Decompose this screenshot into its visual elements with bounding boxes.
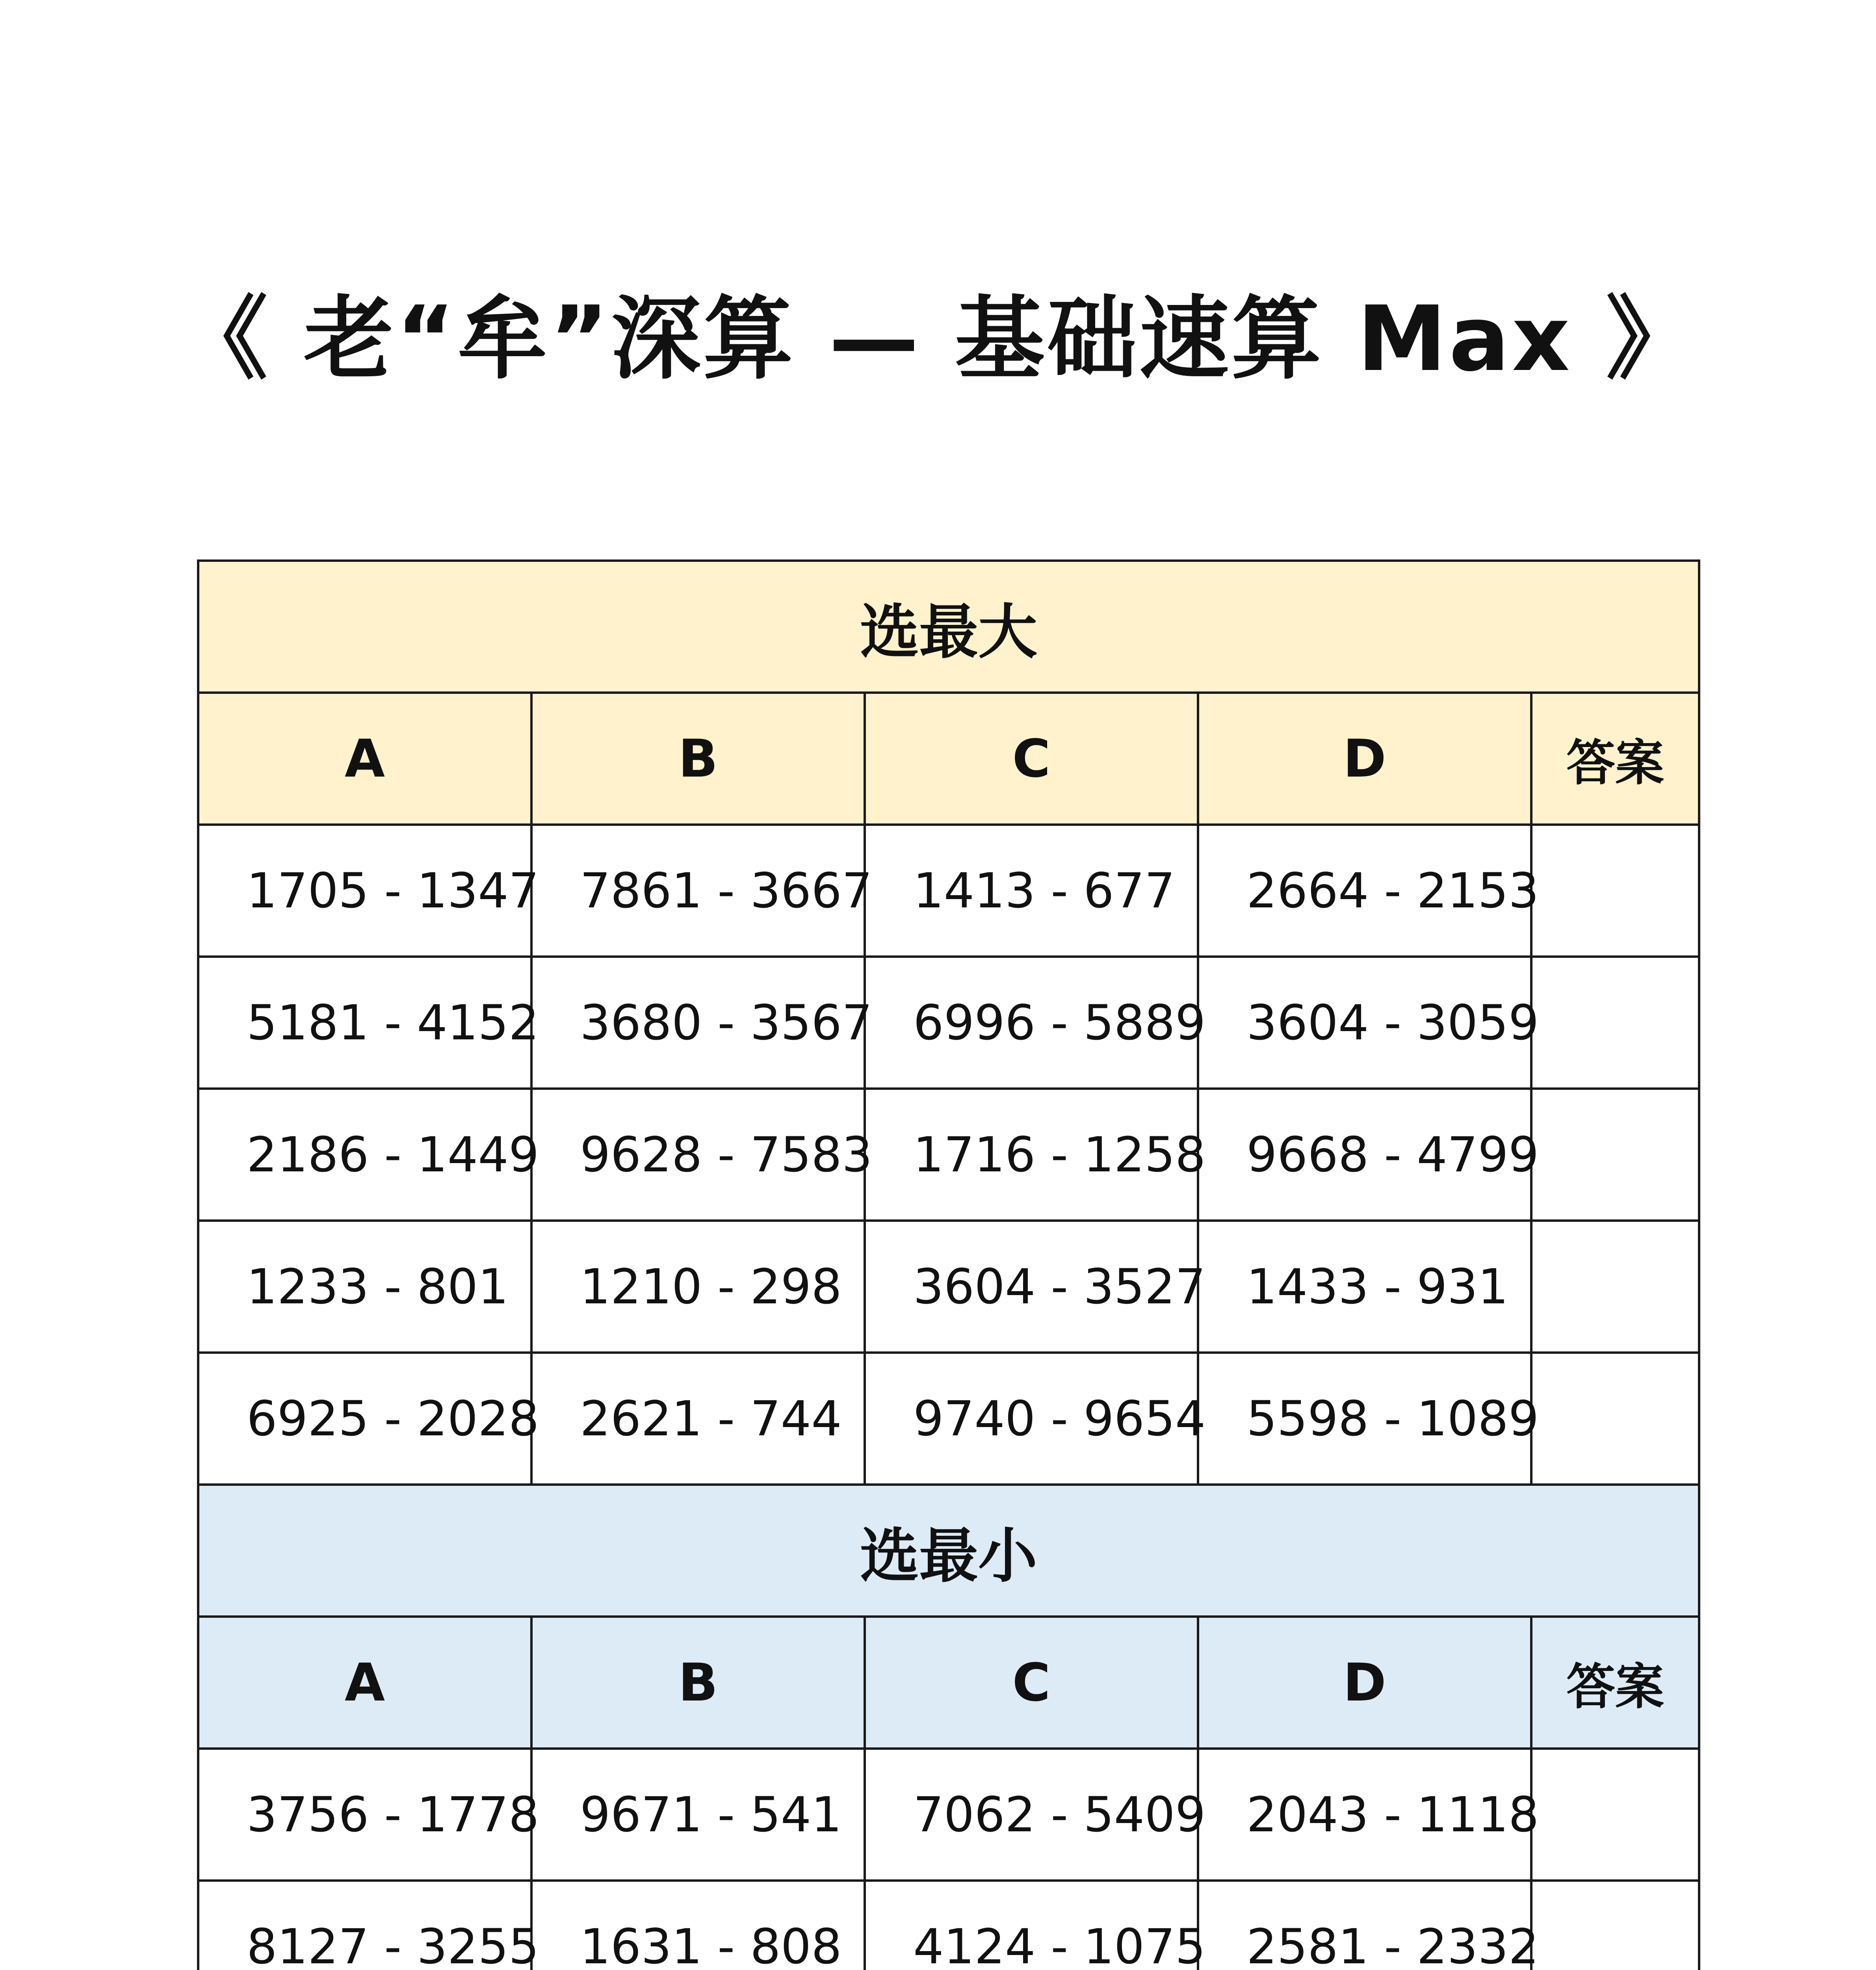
section-title: 选最小 xyxy=(198,1485,1699,1617)
option-d: 5598 - 1089 xyxy=(1198,1353,1531,1485)
table-row xyxy=(198,1089,1699,1221)
option-c: 6996 - 5889 xyxy=(865,957,1198,1089)
table-row xyxy=(198,957,1699,1089)
answer-cell[interactable] xyxy=(1531,1749,1699,1881)
practice-table xyxy=(197,559,1700,1970)
option-a: 1233 - 801 xyxy=(198,1221,531,1353)
column-header-a: A xyxy=(198,1617,531,1749)
option-b: 9628 - 7583 xyxy=(531,1089,865,1221)
column-header-answer: 答案 xyxy=(1531,1617,1699,1749)
column-header-c: C xyxy=(865,1617,1198,1749)
column-header-b: B xyxy=(531,693,865,825)
answer-cell[interactable] xyxy=(1531,1221,1699,1353)
option-b: 3680 - 3567 xyxy=(531,957,865,1089)
answer-cell[interactable] xyxy=(1531,825,1699,957)
option-d: 2581 - 2332 xyxy=(1198,1881,1531,1970)
answer-cell[interactable] xyxy=(1531,957,1699,1089)
option-d: 1433 - 931 xyxy=(1198,1221,1531,1353)
option-a: 8127 - 3255 xyxy=(198,1881,531,1970)
option-a: 5181 - 4152 xyxy=(198,957,531,1089)
table-row xyxy=(198,825,1699,957)
answer-cell[interactable] xyxy=(1531,1353,1699,1485)
table-row xyxy=(198,1749,1699,1881)
option-d: 9668 - 4799 xyxy=(1198,1089,1531,1221)
option-a: 3756 - 1778 xyxy=(198,1749,531,1881)
option-b: 2621 - 744 xyxy=(531,1353,865,1485)
section-header-min xyxy=(198,1485,1699,1617)
column-header-b: B xyxy=(531,1617,865,1749)
option-b: 7861 - 3667 xyxy=(531,825,865,957)
section-title: 选最大 xyxy=(198,561,1699,693)
option-c: 1413 - 677 xyxy=(865,825,1198,957)
option-c: 1716 - 1258 xyxy=(865,1089,1198,1221)
answer-cell[interactable] xyxy=(1531,1089,1699,1221)
answer-cell[interactable] xyxy=(1531,1881,1699,1970)
section-header-max xyxy=(198,561,1699,693)
option-b: 1210 - 298 xyxy=(531,1221,865,1353)
column-header-a: A xyxy=(198,693,531,825)
column-header-answer: 答案 xyxy=(1531,693,1699,825)
column-header-row xyxy=(198,1617,1699,1749)
table-row xyxy=(198,1353,1699,1485)
column-header-row xyxy=(198,693,1699,825)
option-c: 4124 - 1075 xyxy=(865,1881,1198,1970)
option-d: 3604 - 3059 xyxy=(1198,957,1531,1089)
column-header-d: D xyxy=(1198,1617,1531,1749)
table-row xyxy=(198,1881,1699,1970)
column-header-d: D xyxy=(1198,693,1531,825)
option-b: 9671 - 541 xyxy=(531,1749,865,1881)
column-header-c: C xyxy=(865,693,1198,825)
option-c: 7062 - 5409 xyxy=(865,1749,1198,1881)
option-d: 2664 - 2153 xyxy=(1198,825,1531,957)
option-c: 3604 - 3527 xyxy=(865,1221,1198,1353)
option-a: 2186 - 1449 xyxy=(198,1089,531,1221)
option-d: 2043 - 1118 xyxy=(1198,1749,1531,1881)
option-a: 6925 - 2028 xyxy=(198,1353,531,1485)
option-b: 1631 - 808 xyxy=(531,1881,865,1970)
table-row xyxy=(198,1221,1699,1353)
page-title: 《 老“牟”深算 — 基础速算 Max 》 xyxy=(178,286,1698,391)
option-c: 9740 - 9654 xyxy=(865,1353,1198,1485)
option-a: 1705 - 1347 xyxy=(198,825,531,957)
